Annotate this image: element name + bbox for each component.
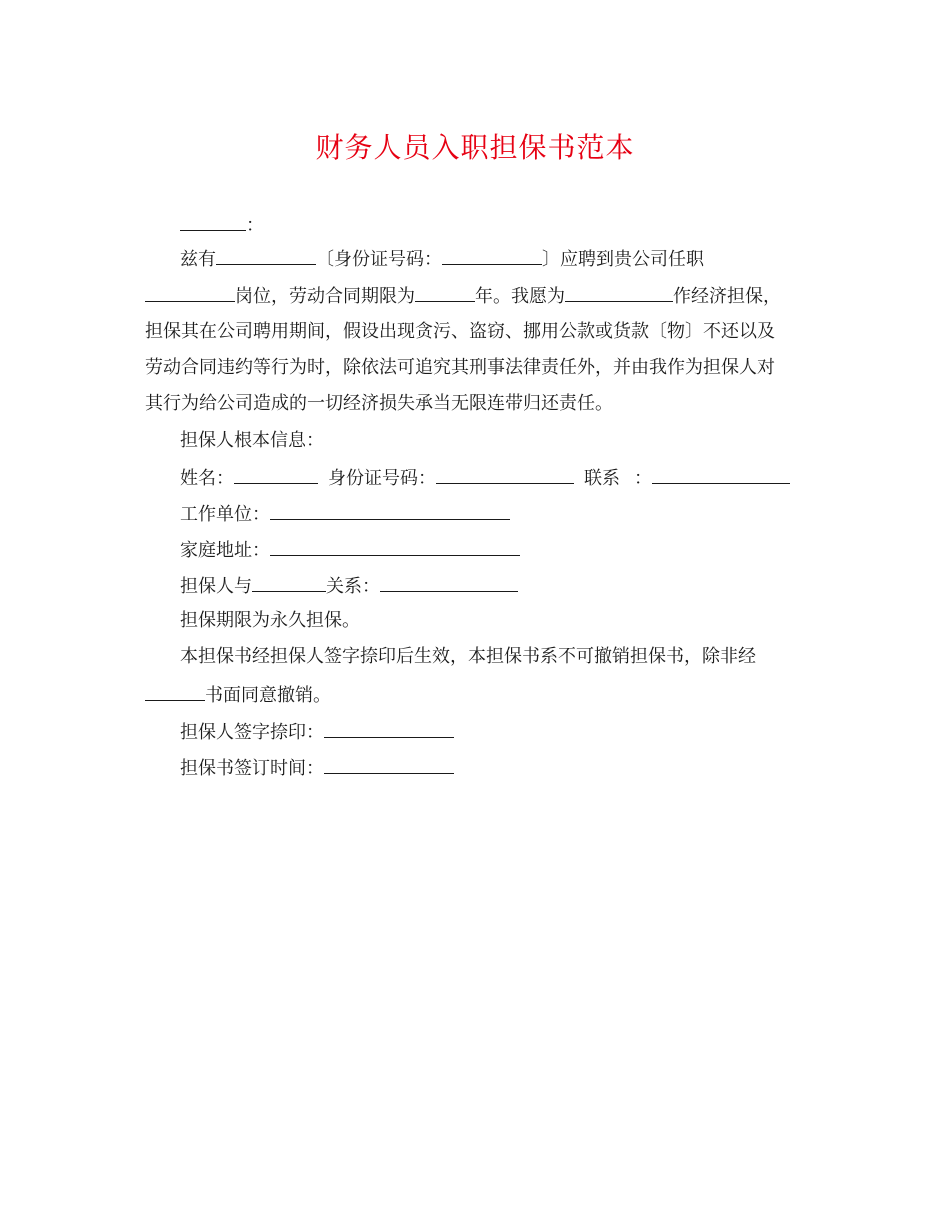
sign-date-blank [324,755,454,774]
para1-line3: 担保其在公司聘用期间，假设出现贪污、盗窃、挪用公款或货款〔物〕不还以及 [145,321,775,342]
validity-line1: 本担保书经担保人签字捺印后生效，本担保书系不可撤销担保书，除非经 [180,646,756,667]
home-address-blank [270,537,520,556]
para1-line5: 其行为给公司造成的一切经济损失承当无限连带归还责任。 [145,393,613,414]
guarantor-id-blank [436,465,574,484]
contract-years-blank [415,283,475,302]
employee-id-blank [442,246,542,265]
guaranteed-person-blank [565,283,673,302]
salutation-line: ： [180,212,264,238]
para1-line4: 劳动合同违约等行为时，除依法可追究其刑事法律责任外，并由我作为担保人对 [145,357,775,378]
guarantor-basic-fields: 姓名： 身份证号码： 联系 ： [180,465,790,491]
guarantor-name-blank [234,465,318,484]
company-blank [145,682,205,701]
work-unit-blank [270,501,510,520]
validity-line2: 书面同意撤销。 [145,682,331,708]
employee-name-blank [216,246,316,265]
signature-blank [324,719,454,738]
para1-line2: 岗位，劳动合同期限为 年。我愿为 作经济担保， [145,283,781,309]
relationship-field: 担保人与 关系： [180,573,518,599]
work-unit-field: 工作单位： [180,501,510,527]
para1-line1: 兹有 〔身份证号码： 〕应聘到贵公司任职 [180,246,704,272]
guarantee-period: 担保期限为永久担保。 [180,610,360,631]
guarantor-info-heading: 担保人根本信息： [180,430,324,451]
sign-date-field: 担保书签订时间： [180,755,454,781]
document-title: 财务人员入职担保书范本 [315,131,635,164]
guarantor-contact-blank [652,465,790,484]
position-blank [145,283,235,302]
relationship-person-blank [252,573,326,592]
home-address-field: 家庭地址： [180,537,520,563]
relationship-blank [380,573,518,592]
recipient-blank [180,212,246,231]
signature-field: 担保人签字捺印： [180,719,454,745]
